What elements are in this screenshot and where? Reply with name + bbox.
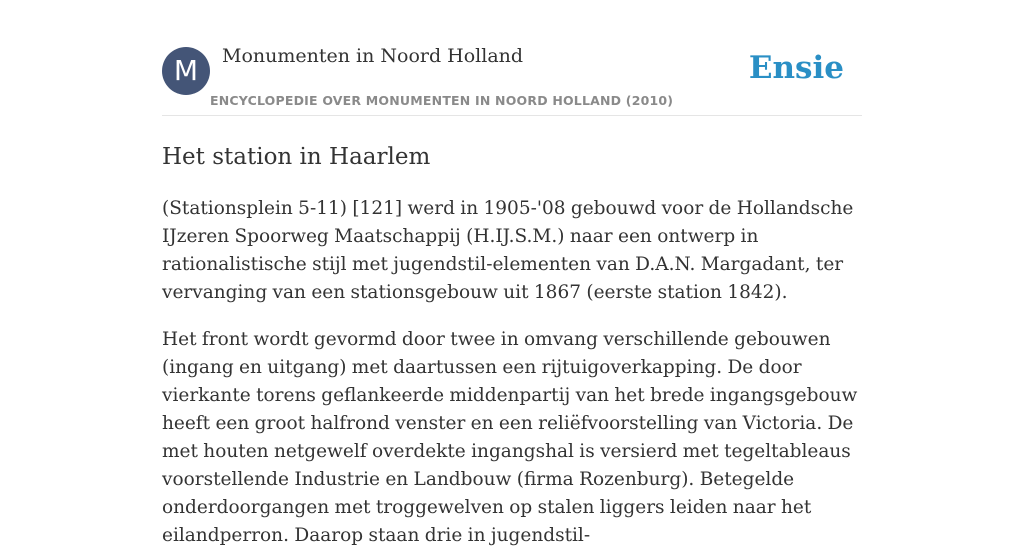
article-paragraph-1: (Stationsplein 5-11) [121] werd in 1905-'08 gebouwd voor de Hollandsche IJzeren Spoorweg Maatschappij (H.IJ.S.M.) naar een ontwerp in rationalistische stijl met jugendstil-elementen van D.A.N. Margadant, ter vervanging van een stationsgebouw uit 1867 (eerste station 1842). [162, 198, 854, 303]
article-paragraph-2: Het front wordt gevormd door twee in omvang verschillende gebouwen (ingang en uitgang) met daartussen een rijtuigoverkapping. De door vierkante torens geflankeerde middenpartij van het brede ingangsgebouw heeft een groot halfrond venster en een reliëfvoorstelling van Victoria. De met houten netgewelf overdekte ingangshal is versierd met tegeltableaus voorstellende Industrie en Landbouw (firma Rozenburg). Betegelde onderdoorgangen met troggewelven op stalen liggers leiden naar het eilandperron. Daarop staan drie in jugendstil- [162, 329, 858, 546]
article [162, 142, 862, 550]
ensie-logo[interactable]: Ensie [748, 50, 844, 86]
site-subtitle: ENCYCLOPEDIE OVER MONUMENTEN IN NOORD HOLLAND (2010) [210, 93, 674, 108]
article-title: Het station in Haarlem [162, 144, 431, 170]
site-header [162, 0, 862, 116]
site-title[interactable]: Monumenten in Noord Holland [222, 45, 524, 67]
page [162, 0, 862, 550]
avatar[interactable]: M [162, 47, 210, 95]
